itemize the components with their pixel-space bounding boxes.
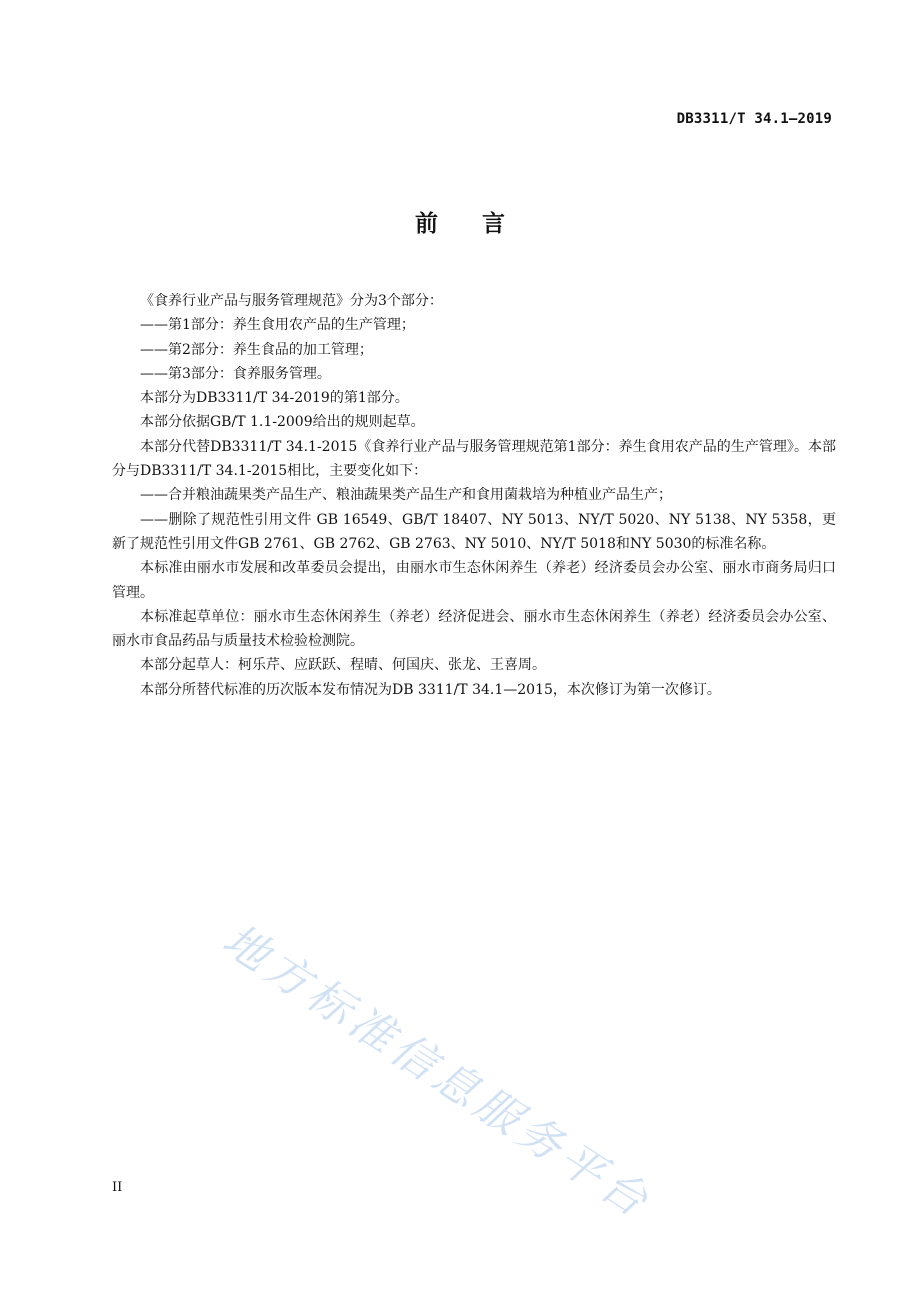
paragraph: 本部分为DB3311/T 34-2019的第1部分。	[140, 390, 409, 407]
page-title	[0, 205, 920, 238]
paragraph: ——第1部分：养生食用农产品的生产管理；	[140, 317, 415, 334]
foreword-body	[112, 289, 836, 702]
watermark: 地方标准信息服务平台	[213, 914, 661, 1230]
paragraph: 《食养行业产品与服务管理规范》分为3个部分：	[140, 293, 443, 309]
paragraph: 本部分所替代标准的历次版本发布情况为DB 3311/T 34.1—2015，本次修订为第一次修订。	[140, 681, 721, 698]
document-code: DB3311/T 34.1—2019	[676, 111, 832, 127]
paragraph: ——删除了规范性引用文件 GB 16549、GB/T 18407、NY 5013、NY/T 5020、NY 5138、NY 5358，更新了规范性引用文件GB 2761、GB 2762、GB 2763、NY 5010、NY/T 5018和NY 5030的标准名称。	[112, 511, 836, 552]
paragraph: ——第2部分：养生食品的加工管理；	[140, 341, 373, 358]
paragraph: 本标准由丽水市发展和改革委员会提出，由丽水市生态休闲养生（养老）经济委员会办公室、丽水市商务局归口管理。	[112, 560, 836, 601]
title-char-2: 言	[482, 211, 505, 237]
paragraph: 本标准起草单位：丽水市生态休闲养生（养老）经济促进会、丽水市生态休闲养生（养老）经济委员会办公室、丽水市食品药品与质量技术检验检测院。	[112, 608, 836, 650]
title-char-1: 前	[415, 211, 438, 237]
paragraph: 本部分代替DB3311/T 34.1-2015《食养行业产品与服务管理规范第1部分：养生食用农产品的生产管理》。本部分与DB3311/T 34.1-2015相比，主要变化如下：	[112, 438, 836, 480]
paragraph: 本部分起草人：柯乐芹、应跃跃、程晴、何国庆、张龙、王喜周。	[140, 657, 546, 674]
paragraph: 本部分依据GB/T 1.1-2009给出的规则起草。	[140, 414, 425, 431]
page-number: II	[112, 1180, 123, 1195]
paragraph: ——合并粮油蔬果类产品生产、粮油蔬果类产品生产和食用菌栽培为种植业产品生产；	[140, 487, 672, 504]
paragraph: ——第3部分：食养服务管理。	[140, 365, 331, 382]
